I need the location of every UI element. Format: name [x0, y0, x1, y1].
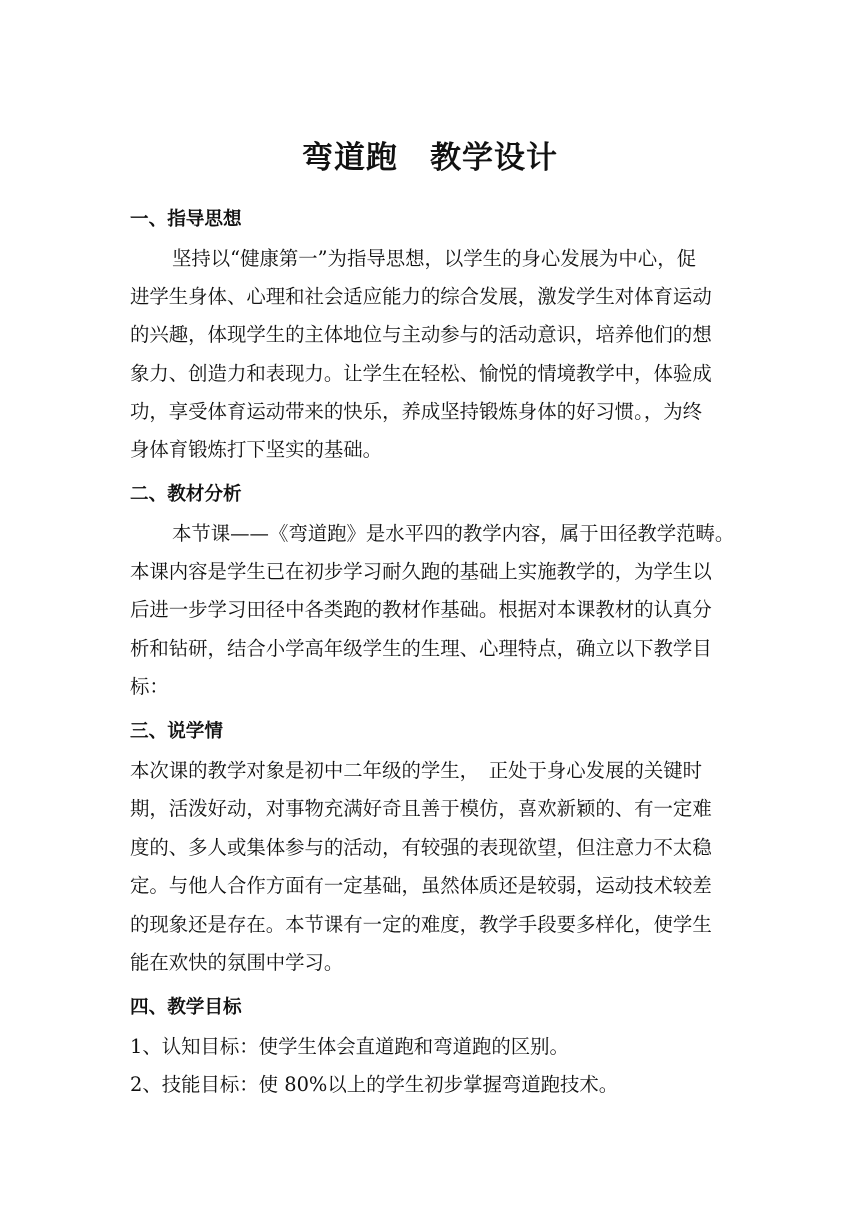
paragraph-line: 本次课的教学对象是初中二年级的学生， 正处于身心发展的关键时 [130, 759, 703, 782]
paragraph-line: 析和钻研，结合小学高年级学生的生理、心理特点，确立以下教学目 [130, 637, 712, 660]
paragraph-line: 身体育锻炼打下坚实的基础。 [130, 438, 383, 461]
section-heading: 二、教材分析 [130, 484, 242, 505]
paragraph-line: 本节课——《弯道跑》是水平四的教学内容，属于田径教学范畴。 [172, 522, 735, 545]
paragraph-line: 后进一步学习田径中各类跑的教材作基础。根据对本课教材的认真分 [130, 598, 712, 621]
paragraph-line: 度的、多人或集体参与的活动，有较强的表现欲望，但注意力不太稳 [130, 836, 712, 859]
section-heading: 三、说学情 [130, 721, 223, 742]
paragraph-line: 象力、创造力和表现力。让学生在轻松、愉悦的情境教学中，体验成 [130, 362, 712, 385]
paragraph-line: 进学生身体、心理和社会适应能力的综合发展，激发学生对体育运动 [130, 285, 712, 308]
section-heading: 四、教学目标 [130, 997, 242, 1018]
paragraph-line: 功，享受体育运动带来的快乐，养成坚持锻炼身体的好习惯。，为终 [130, 400, 703, 423]
list-item: 2、技能目标：使 80%以上的学生初步掌握弯道跑技术。 [130, 1073, 619, 1096]
document-title: 弯道跑 教学设计 [302, 140, 558, 176]
section-heading: 一、指导思想 [130, 209, 242, 230]
paragraph-line: 坚持以“健康第一”为指导思想，以学生的身心发展为中心，促 [172, 247, 696, 270]
paragraph-line: 期，活泼好动，对事物充满好奇且善于模仿，喜欢新颖的、有一定难 [130, 797, 712, 820]
list-item: 1、认知目标：使学生体会直道跑和弯道跑的区别。 [130, 1035, 569, 1058]
paragraph-line: 的现象还是存在。本节课有一定的难度，教学手段要多样化，使学生 [130, 913, 712, 936]
paragraph-line: 定。与他人合作方面有一定基础，虽然体质还是较弱，运动技术较差 [130, 874, 712, 897]
paragraph-line: 能在欢快的氛围中学习。 [130, 951, 344, 974]
paragraph-line: 标： [130, 675, 169, 698]
paragraph-line: 本课内容是学生已在初步学习耐久跑的基础上实施教学的，为学生以 [130, 560, 712, 583]
paragraph-line: 的兴趣，体现学生的主体地位与主动参与的活动意识，培养他们的想 [130, 323, 712, 346]
